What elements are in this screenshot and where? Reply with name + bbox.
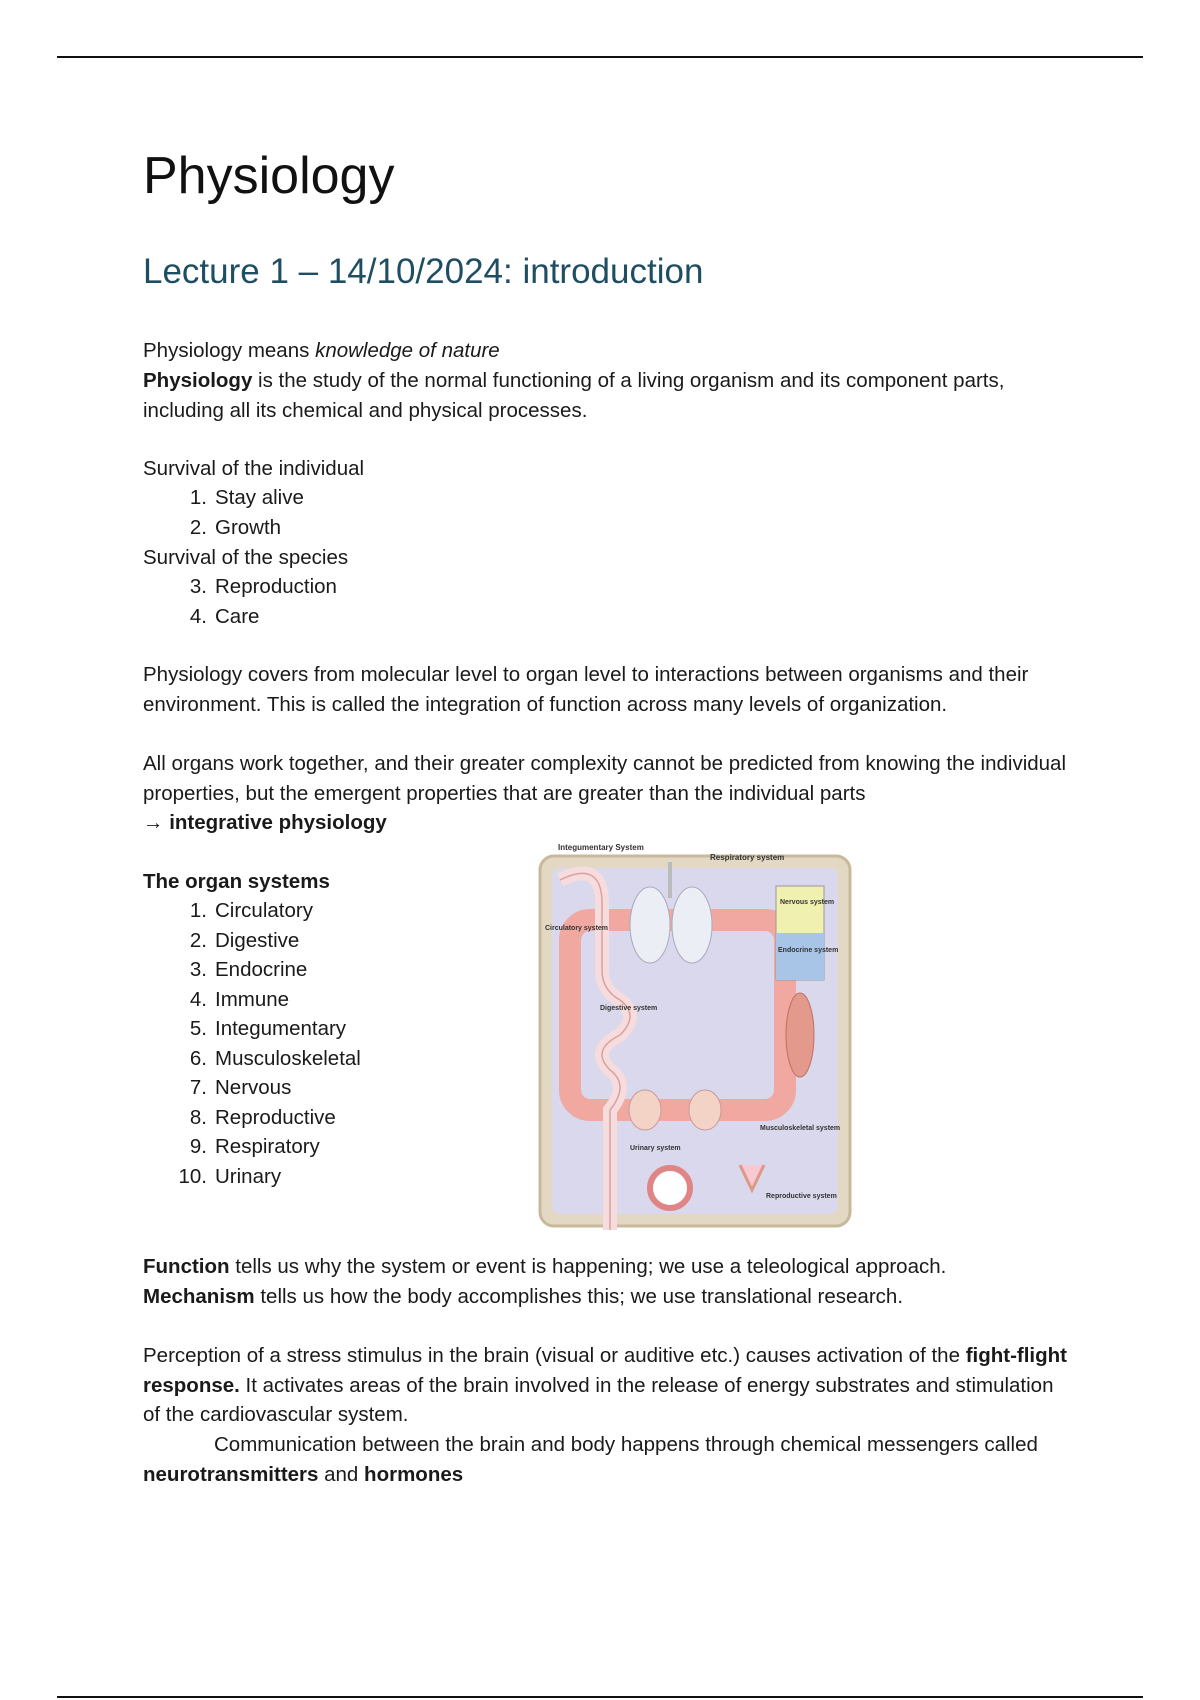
bladder-icon <box>650 1168 690 1208</box>
list-label: Care <box>215 604 260 628</box>
list-number: 9. <box>189 1135 207 1158</box>
list-number: 4. <box>189 604 207 628</box>
mechanism-bold: Mechanism <box>143 1285 255 1308</box>
list-number: 8. <box>189 1105 207 1129</box>
list-number: 6. <box>189 1046 207 1070</box>
list-item <box>143 513 304 543</box>
arrow-icon: → <box>143 811 164 834</box>
endocrine-box <box>776 933 824 980</box>
list-number: 1. <box>189 486 207 509</box>
levels-paragraph: Physiology covers from molecular level to organ level to interactions between organisms and their environment. This is called the integration of function across many levels of organization. <box>143 663 1029 716</box>
list-item <box>143 985 361 1015</box>
organs-paragraph: All organs work together, and their greater complexity cannot be predicted from knowing the individual properties, but the emergent properties that are greater than the individual parts <box>143 752 1067 805</box>
list-number: 7. <box>189 1076 207 1099</box>
survival-species-heading: Survival of the species <box>143 546 349 569</box>
list-label: Circulatory <box>215 899 313 922</box>
definition-line-1 <box>143 336 1073 366</box>
list-number: 5. <box>189 1017 207 1040</box>
definition-line-2 <box>143 366 1043 425</box>
stress-bold: fight-flight response. <box>143 1344 1067 1397</box>
list-label: Reproduction <box>215 575 337 598</box>
label-urinary: Urinary system <box>630 1145 681 1152</box>
stress-paragraph <box>143 1341 1068 1430</box>
survival-individual-heading: Survival of the individual <box>143 457 365 480</box>
list-item <box>143 955 361 985</box>
list-item <box>143 602 337 632</box>
list-item <box>143 1044 361 1074</box>
list-label: Digestive <box>215 928 300 952</box>
definition-prefix: Physiology means <box>143 339 316 362</box>
page-title: Physiology <box>143 147 395 205</box>
list-label: Urinary <box>215 1164 282 1188</box>
mechanism-line <box>143 1282 1078 1312</box>
left-lung-icon <box>630 887 670 963</box>
list-label: Immune <box>215 987 290 1011</box>
function-rest: tells us why the system or event is happening; we use a teleological approach. <box>229 1255 947 1278</box>
list-item <box>143 926 361 956</box>
communication-part-1: Communication between the brain and body happens through chemical messengers called <box>214 1433 1038 1456</box>
integrative-label: integrative physiology <box>169 811 387 834</box>
function-line <box>143 1252 1078 1282</box>
label-digestive: Digestive system <box>600 1005 658 1012</box>
list-label: Integumentary <box>215 1017 347 1040</box>
stress-part-1: Perception of a stress stimulus in the brain (visual or auditive etc.) causes activation of the <box>143 1344 966 1367</box>
muscle-icon <box>786 993 814 1077</box>
list-item <box>143 1132 361 1162</box>
bottom-rule <box>57 1696 1143 1698</box>
definition-bold: Physiology <box>143 369 253 392</box>
list-item <box>143 1103 361 1133</box>
list-label: Reproductive <box>215 1105 336 1129</box>
list-item <box>143 1014 361 1044</box>
label-nervous: Nervous system <box>780 899 835 906</box>
organ-systems-heading <box>143 867 330 897</box>
list-number: 3. <box>189 575 207 598</box>
list-label: Respiratory <box>215 1135 320 1158</box>
right-kidney-icon <box>689 1090 721 1130</box>
integrative-physiology-line <box>143 808 387 838</box>
organ-systems-title: The organ systems <box>143 870 330 893</box>
list-item <box>143 896 361 926</box>
list-item <box>143 572 337 602</box>
definition-italic: knowledge of nature <box>315 339 500 362</box>
list-label: Musculoskeletal <box>215 1046 361 1070</box>
left-kidney-icon <box>629 1090 661 1130</box>
list-number: 4. <box>189 987 207 1011</box>
list-label: Growth <box>215 515 282 539</box>
list-number: 2. <box>189 515 207 539</box>
label-endocrine: Endocrine system <box>778 947 839 954</box>
label-circulatory: Circulatory system <box>545 925 609 932</box>
list-label: Nervous <box>215 1076 292 1099</box>
label-reproductive: Reproductive system <box>766 1193 837 1200</box>
organ-systems-list <box>143 896 361 1191</box>
list-item <box>143 1073 361 1103</box>
list-item <box>143 1162 361 1192</box>
label-musculoskeletal: Musculoskeletal system <box>760 1125 841 1132</box>
stress-part-2: It activates areas of the brain involved in the release of energy substrates and stimulation of the cardiovascular system. <box>143 1373 1054 1426</box>
list-number: 10. <box>178 1164 207 1188</box>
list-number: 3. <box>189 958 207 981</box>
right-lung-icon <box>672 887 712 963</box>
communication-mid: and <box>318 1462 365 1486</box>
function-bold: Function <box>143 1255 230 1278</box>
list-number: 2. <box>189 928 207 952</box>
communication-bold-1: neurotransmitters <box>143 1462 319 1486</box>
list-label: Stay alive <box>215 486 304 509</box>
label-integumentary: Integumentary System <box>558 843 644 852</box>
list-item <box>143 483 304 513</box>
survival-individual-list <box>143 483 304 542</box>
communication-bold-2: hormones <box>364 1462 464 1486</box>
survival-species-list <box>143 572 337 631</box>
definition-rest: is the study of the normal functioning of a living organism and its component parts, including all its chemical and physical processes. <box>143 369 1005 422</box>
communication-paragraph <box>143 1430 1058 1489</box>
list-label: Endocrine <box>215 958 308 981</box>
mechanism-rest: tells us how the body accomplishes this; we use translational research. <box>254 1285 904 1308</box>
lecture-heading: Lecture 1 – 14/10/2024: introduction <box>143 252 704 291</box>
organ-systems-diagram <box>530 820 858 1240</box>
label-respiratory: Respiratory system <box>710 853 785 862</box>
top-rule <box>57 56 1143 58</box>
list-number: 1. <box>189 899 207 922</box>
